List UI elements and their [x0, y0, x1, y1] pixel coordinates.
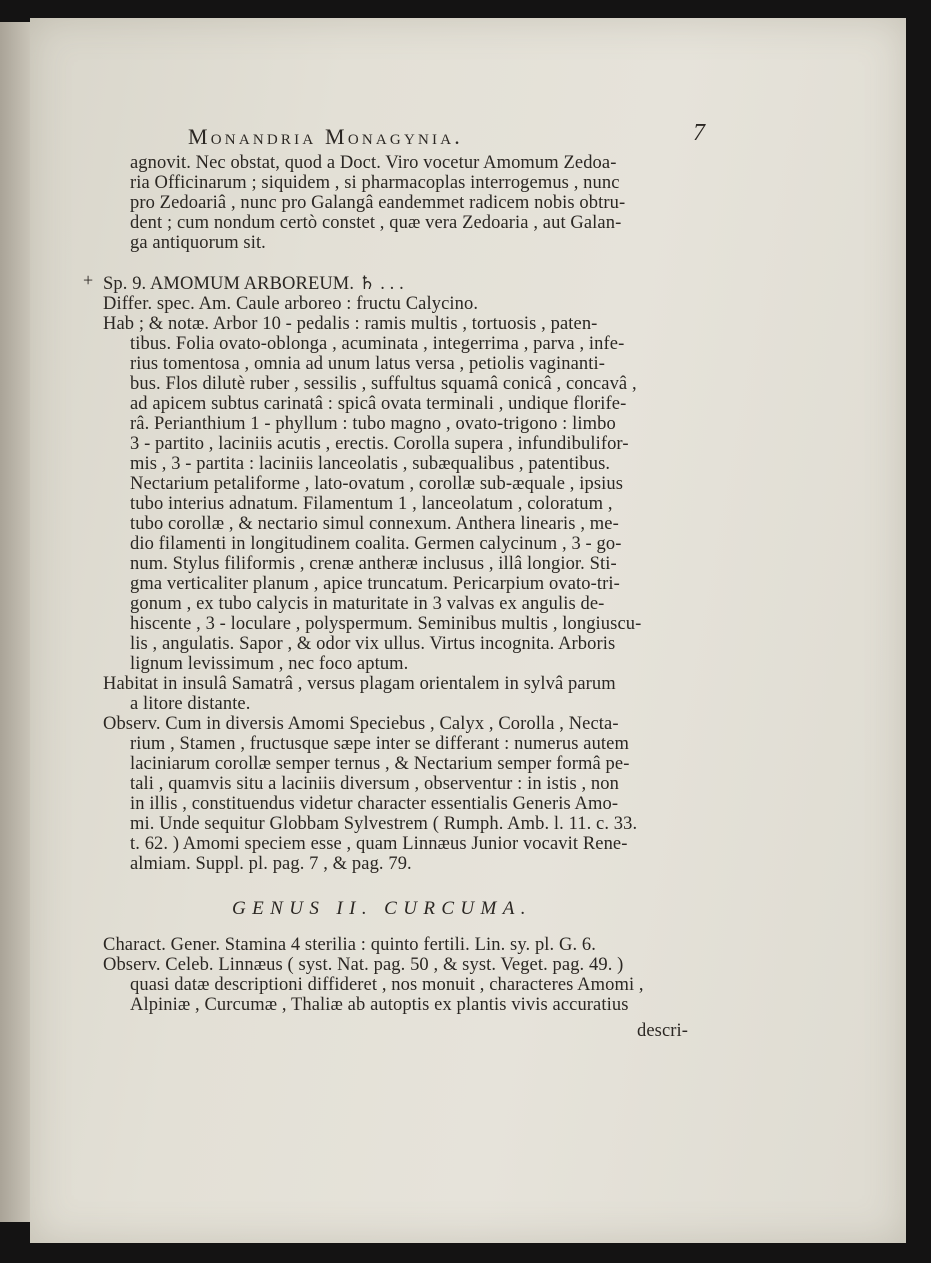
text-line: Nectarium petaliforme , lato-ovatum , corollæ sub-æquale , ipsius — [130, 474, 624, 494]
text-line: ria Officinarum ; siquidem , si pharmacoplas interrogemus , nunc — [130, 173, 620, 193]
text-line: mis , 3 - partita : laciniis lanceolatis , subæqualibus , patentibus. — [130, 454, 611, 474]
running-head: Monandria Monagynia. — [188, 124, 463, 149]
page-number: 7 — [693, 120, 705, 146]
text-line: râ. Perianthium 1 - phyllum : tubo magno , ovato-trigono : limbo — [130, 414, 616, 434]
text-line: Hab ; & notæ. Arbor 10 - pedalis : ramis multis , tortuosis , paten- — [103, 314, 598, 334]
genus-heading: GENUS II. CURCUMA. — [232, 898, 532, 919]
text-line: dent ; cum nondum certò constet , quæ vera Zedoaria , aut Galan- — [130, 213, 622, 233]
text-line: Charact. Gener. Stamina 4 sterilia : quinto fertili. Lin. sy. pl. G. 6. — [103, 935, 596, 955]
text-line: num. Stylus filiformis , crenæ antheræ inclusus , illâ longior. Sti- — [130, 554, 617, 574]
previous-page-edge — [0, 22, 30, 1222]
text-line: lis , angulatis. Sapor , & odor vix ullus. Virtus incognita. Arboris — [130, 634, 616, 654]
text-line: tali , quamvis situ a laciniis diversum , observentur : in istis , non — [130, 774, 619, 794]
text-line: tibus. Folia ovato-oblonga , acuminata , integerrima , parva , infe- — [130, 334, 625, 354]
text-line: laciniarum corollæ semper ternus , & Nectarium semper formâ pe- — [130, 754, 630, 774]
text-line: bus. Flos dilutè ruber , sessilis , suffultus squamâ conicâ , concavâ , — [130, 374, 637, 394]
text-line: gonum , ex tubo calycis in maturitate in 3 valvas ex angulis de- — [130, 594, 605, 614]
text-line: quasi datæ descriptioni diffideret , nos monuit , characteres Amomi , — [130, 975, 644, 995]
text-line: Sp. 9. AMOMUM ARBOREUM. ♄ . . . — [103, 274, 404, 294]
text-line: hiscente , 3 - loculare , polyspermum. Seminibus multis , longiuscu- — [130, 614, 642, 634]
text-line: 3 - partito , laciniis acutis , erectis. Corolla supera , infundibulifor- — [130, 434, 629, 454]
text-line: tubo interius adnatum. Filamentum 1 , lanceolatum , coloratum , — [130, 494, 613, 514]
text-line: Observ. Celeb. Linnæus ( syst. Nat. pag. 50 , & syst. Veget. pag. 49. ) — [103, 955, 624, 975]
text-line: rium , Stamen , fructusque sæpe inter se differant : numerus autem — [130, 734, 629, 754]
text-line: Habitat in insulâ Samatrâ , versus plagam orientalem in sylvâ parum — [103, 674, 616, 694]
text-line: ga antiquorum sit. — [130, 233, 266, 253]
text-line: Observ. Cum in diversis Amomi Speciebus , Calyx , Corolla , Necta- — [103, 714, 619, 734]
text-line: mi. Unde sequitur Globbam Sylvestrem ( Rumph. Amb. l. 11. c. 33. — [130, 814, 638, 834]
text-line: rius tomentosa , omnia ad unum latus versa , petiolis vaginanti- — [130, 354, 605, 374]
text-line: a litore distante. — [130, 694, 251, 714]
text-line: Alpiniæ , Curcumæ , Thaliæ ab autoptis ex plantis vivis accuratius — [130, 995, 629, 1015]
text-line: ad apicem subtus carinatâ : spicâ ovata terminali , undique florife- — [130, 394, 627, 414]
text-line: t. 62. ) Amomi speciem esse , quam Linnæus Junior vocavit Rene- — [130, 834, 628, 854]
text-line: gma verticaliter planum , apice truncatum. Pericarpium ovato-tri- — [130, 574, 620, 594]
text-line: almiam. Suppl. pl. pag. 7 , & pag. 79. — [130, 854, 412, 874]
text-line: tubo corollæ , & nectario simul connexum. Anthera linearis , me- — [130, 514, 619, 534]
text-line: Differ. spec. Am. Caule arboreo : fructu Calycino. — [103, 294, 479, 314]
text-line: lignum levissimum , nec foco aptum. — [130, 654, 409, 674]
text-line: pro Zedoariâ , nunc pro Galangâ eandemmet radicem nobis obtru- — [130, 193, 626, 213]
text-line: in illis , constituendus videtur character essentialis Generis Amo- — [130, 794, 619, 814]
text-line: dio filamenti in longitudinem coalita. Germen calycinum , 3 - go- — [130, 534, 622, 554]
catchword: descri- — [637, 1021, 689, 1041]
text-line: agnovit. Nec obstat, quod a Doct. Viro vocetur Amomum Zedoa- — [130, 153, 617, 173]
species-marker: + — [83, 270, 94, 290]
